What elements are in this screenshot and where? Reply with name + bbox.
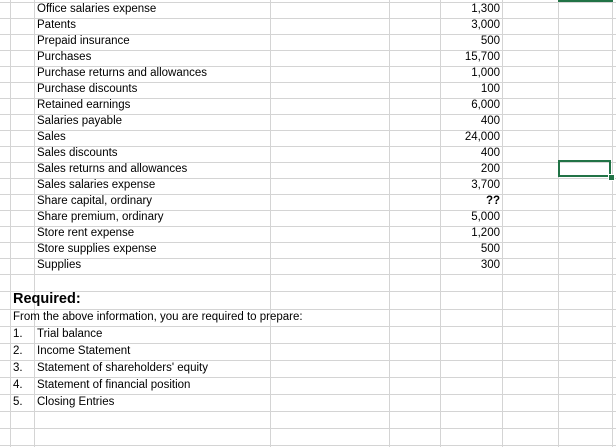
account-name[interactable]: Share capital, ordinary <box>37 195 153 207</box>
account-name[interactable]: Share premium, ordinary <box>37 211 164 223</box>
account-name[interactable]: Store rent expense <box>37 227 135 239</box>
account-amount[interactable]: ?? <box>485 195 500 207</box>
required-item-text: Trial balance <box>37 328 103 340</box>
account-amount[interactable]: 6,000 <box>471 99 500 111</box>
account-name[interactable]: Office salaries expense <box>37 3 157 15</box>
required-item-text: Income Statement <box>37 345 131 357</box>
account-amount[interactable]: 15,700 <box>464 51 500 63</box>
required-intro: From the above information, you are required to prepare: <box>13 311 303 323</box>
account-amount[interactable]: 400 <box>480 147 500 159</box>
account-name[interactable]: Prepaid insurance <box>37 35 130 47</box>
required-item-text: Closing Entries <box>37 396 115 408</box>
account-name[interactable]: Purchase discounts <box>37 83 138 95</box>
account-amount[interactable]: 300 <box>480 259 500 271</box>
required-item-text: Statement of shareholders' equity <box>37 362 208 374</box>
required-item-number: 1. <box>13 328 23 340</box>
account-name[interactable]: Store supplies expense <box>37 243 157 255</box>
required-item-number: 3. <box>13 362 23 374</box>
account-amount[interactable]: 5,000 <box>471 211 500 223</box>
account-name[interactable]: Patents <box>37 19 76 31</box>
account-amount[interactable]: 1,300 <box>471 3 500 15</box>
account-amount[interactable]: 200 <box>480 163 500 175</box>
account-name[interactable]: Sales discounts <box>37 147 118 159</box>
selected-column-marker <box>558 0 613 2</box>
account-name[interactable]: Purchases <box>37 51 92 63</box>
account-amount[interactable]: 3,700 <box>471 179 500 191</box>
account-amount[interactable]: 400 <box>480 115 500 127</box>
account-amount[interactable]: 1,000 <box>471 67 500 79</box>
account-amount[interactable]: 500 <box>480 243 500 255</box>
account-amount[interactable]: 3,000 <box>471 19 500 31</box>
account-amount[interactable]: 24,000 <box>464 131 500 143</box>
account-name[interactable]: Sales returns and allowances <box>37 163 188 175</box>
account-amount[interactable]: 500 <box>480 35 500 47</box>
fill-handle[interactable] <box>608 174 615 181</box>
account-name[interactable]: Salaries payable <box>37 115 123 127</box>
required-item-number: 5. <box>13 396 23 408</box>
account-name[interactable]: Purchase returns and allowances <box>37 67 208 79</box>
account-name[interactable]: Sales <box>37 131 66 143</box>
account-amount[interactable]: 1,200 <box>471 227 500 239</box>
required-item-text: Statement of financial position <box>37 379 191 391</box>
active-cell[interactable] <box>558 160 611 177</box>
required-item-number: 2. <box>13 345 23 357</box>
required-item-number: 4. <box>13 379 23 391</box>
account-amount[interactable]: 100 <box>480 83 500 95</box>
account-name[interactable]: Supplies <box>37 259 82 271</box>
required-heading: Required: <box>13 291 81 307</box>
account-name[interactable]: Retained earnings <box>37 99 131 111</box>
account-name[interactable]: Sales salaries expense <box>37 179 156 191</box>
